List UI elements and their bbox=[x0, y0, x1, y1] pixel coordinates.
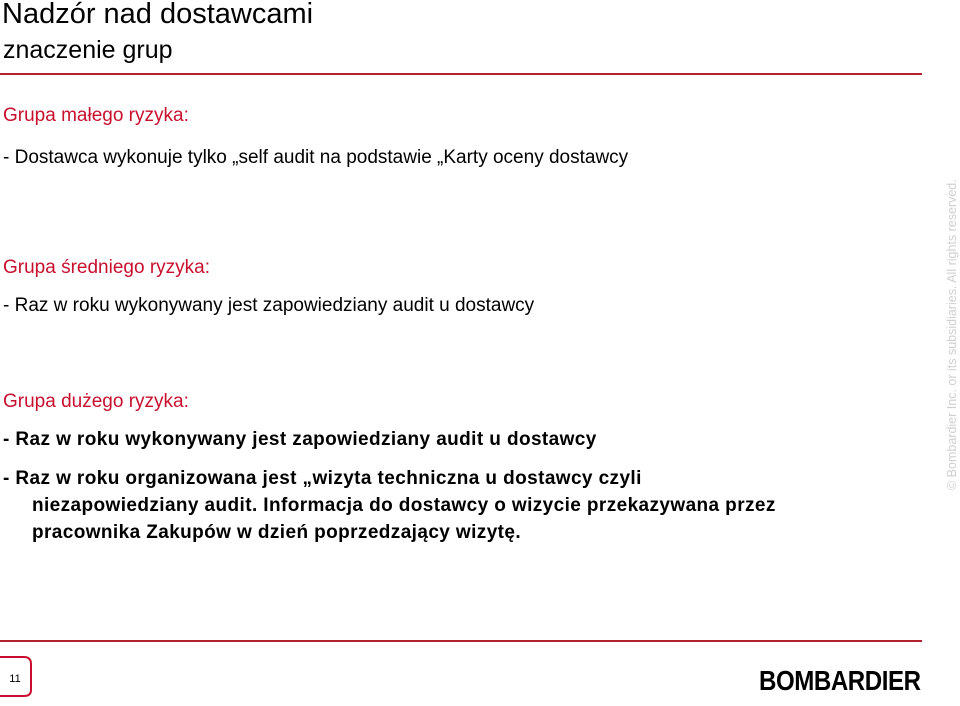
high-risk-heading: Grupa dużego ryzyka: bbox=[3, 391, 189, 412]
bombardier-logo: BOMBARDIER bbox=[759, 665, 921, 696]
low-risk-item: - Dostawca wykonuje tylko „self audit na podstawie „Karty oceny dostawcy bbox=[3, 147, 629, 168]
page-number: 11 bbox=[9, 673, 21, 685]
medium-risk-item: - Raz w roku wykonywany jest zapowiedziany audit u dostawcy bbox=[3, 295, 535, 316]
slide-title: Nadzór nad dostawcami bbox=[2, 0, 314, 30]
slide-subtitle: znaczenie grup bbox=[3, 36, 173, 64]
low-risk-heading: Grupa małego ryzyka: bbox=[3, 105, 189, 126]
high-risk-item: - Raz w roku wykonywany jest zapowiedziany audit u dostawcy bbox=[3, 429, 597, 450]
high-risk-item-continued: niezapowiedziany audit. Informacja do dostawcy o wizycie przekazywana przez bbox=[32, 495, 776, 516]
high-risk-item: - Raz w roku organizowana jest „wizyta techniczna u dostawcy czyli bbox=[3, 468, 642, 489]
footer-divider bbox=[0, 640, 922, 642]
high-risk-item-continued: pracownika Zakupów w dzień poprzedzający wizytę. bbox=[32, 522, 522, 543]
header-divider bbox=[0, 73, 922, 75]
medium-risk-heading: Grupa średniego ryzyka: bbox=[3, 257, 210, 278]
copyright-notice: © Bombardier Inc. or its subsidiaries. All rights reserved. bbox=[945, 179, 959, 490]
